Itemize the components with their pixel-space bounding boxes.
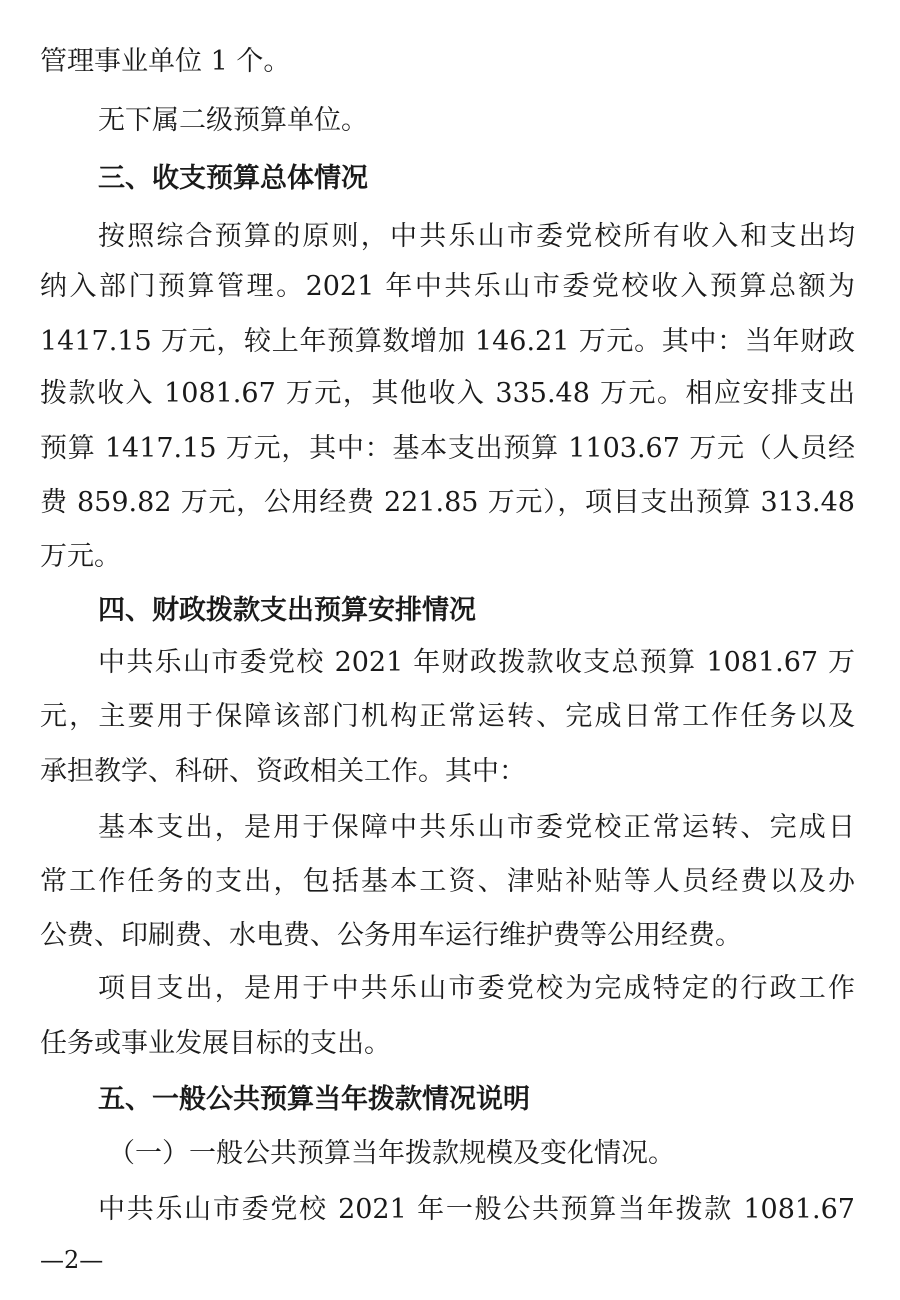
text-line: 中共乐山市委党校 2021 年一般公共预算当年拨款 1081.67 — [98, 1194, 855, 1225]
text-line: 承担教学、科研、资政相关工作。其中： — [40, 756, 526, 787]
text-line: 任务或事业发展目标的支出。 — [40, 1028, 391, 1059]
section-heading: 四、财政拨款支出预算安排情况 — [98, 595, 476, 626]
text-line: 无下属二级预算单位。 — [98, 105, 368, 136]
text-line: 常工作任务的支出，包括基本工资、津贴补贴等人员经费以及办 — [40, 866, 855, 897]
text-line: 拨款收入 1081.67 万元，其他收入 335.48 万元。相应安排支出 — [40, 378, 855, 409]
section-heading: 三、收支预算总体情况 — [98, 163, 368, 194]
text-line: 基本支出，是用于保障中共乐山市委党校正常运转、完成日 — [98, 812, 855, 843]
section-heading: 五、一般公共预算当年拨款情况说明 — [98, 1084, 530, 1115]
text-line: 万元。 — [40, 541, 121, 572]
subsection-heading: （一）一般公共预算当年拨款规模及变化情况。 — [108, 1138, 675, 1169]
text-line: 公费、印刷费、水电费、公务用车运行维护费等公用经费。 — [40, 920, 742, 951]
text-line: 管理事业单位 1 个。 — [40, 46, 291, 77]
text-line: 费 859.82 万元，公用经费 221.85 万元），项目支出预算 313.48 — [40, 487, 855, 518]
text-line: 1417.15 万元，较上年预算数增加 146.21 万元。其中：当年财政 — [40, 326, 855, 357]
text-line: 项目支出，是用于中共乐山市委党校为完成特定的行政工作 — [98, 973, 855, 1004]
text-line: 纳入部门预算管理。2021 年中共乐山市委党校收入预算总额为 — [40, 271, 855, 302]
text-line: 按照综合预算的原则，中共乐山市委党校所有收入和支出均 — [98, 221, 855, 252]
page-number: —2— — [40, 1246, 104, 1274]
text-line: 中共乐山市委党校 2021 年财政拨款收支总预算 1081.67 万 — [98, 647, 855, 678]
text-line: 预算 1417.15 万元，其中：基本支出预算 1103.67 万元（人员经 — [40, 433, 855, 464]
text-line: 元，主要用于保障该部门机构正常运转、完成日常工作任务以及 — [40, 701, 855, 732]
